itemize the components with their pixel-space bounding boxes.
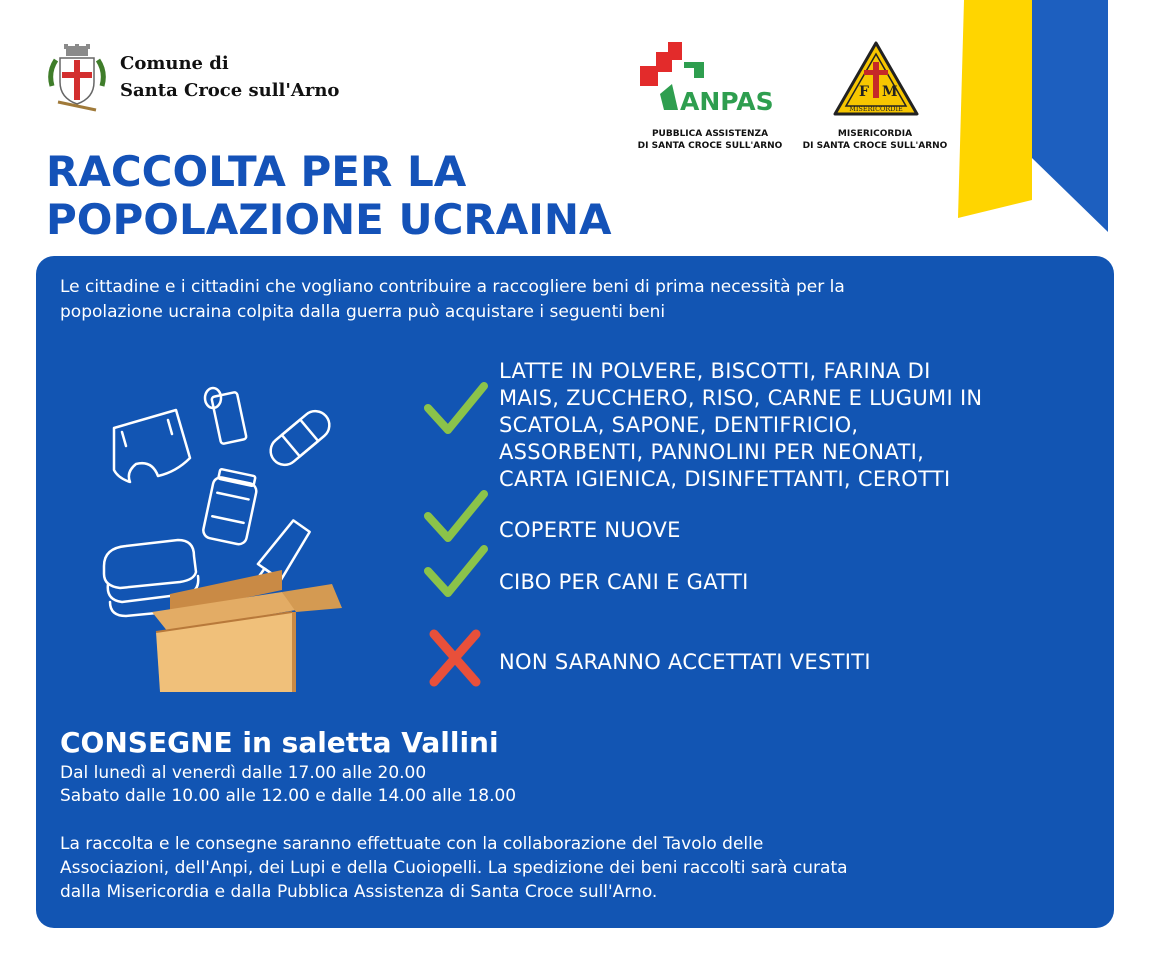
municipal-coat-of-arms-icon — [46, 42, 108, 114]
schedule-saturday: Sabato dalle 10.00 alle 12.00 e dalle 14.00 alle 18.00 — [60, 786, 517, 806]
check-icon — [424, 545, 488, 597]
cross-icon — [428, 628, 482, 688]
folded-clothes-icon — [104, 540, 196, 588]
collaboration-note — [60, 832, 1100, 904]
anpas-logo-text: ANPAS — [680, 87, 774, 116]
misericordia-logo-text: MISERICORDIE — [849, 105, 903, 113]
misericordia-logo-icon — [832, 40, 920, 120]
bandage-icon — [265, 405, 335, 470]
municipality-line-2: Santa Croce sull'Arno — [120, 80, 340, 101]
title-line-1: RACCOLTA PER LA — [46, 147, 467, 196]
item-line: LATTE IN POLVERE, BISCOTTI, FARINA DI — [499, 359, 931, 383]
misericordia-caption-line-1: MISERICORDIA — [837, 129, 913, 139]
title-line-2: POPOLAZIONE UCRAINA — [46, 195, 612, 244]
can-icon — [211, 392, 246, 444]
page-title — [46, 148, 846, 244]
intro-line-2: popolazione ucraina colpita dalla guerra può acquistare i seguenti beni — [60, 302, 666, 322]
note-line: Associazioni, dell'Anpi, dei Lupi e della Cuoiopelli. La spedizione dei beni raccolti sarà curata — [60, 858, 848, 878]
misericordia-caption-line-2: DI SANTA CROCE SULL'ARNO — [802, 141, 948, 151]
item-no-clothes — [499, 649, 871, 676]
svg-text:F: F — [859, 84, 869, 100]
item-line: ASSORBENTI, PANNOLINI PER NEONATI, — [499, 440, 925, 464]
anpas-caption-line-1: PUBBLICA ASSISTENZA — [651, 129, 769, 139]
item-line: NON SARANNO ACCETTATI VESTITI — [499, 650, 871, 674]
item-line: COPERTE NUOVE — [499, 518, 681, 542]
municipality-name — [120, 50, 339, 104]
svg-text:M: M — [882, 84, 898, 100]
note-line: La raccolta e le consegne saranno effettuate con la collaborazione del Tavolo delle — [60, 834, 764, 854]
jar-icon — [202, 468, 260, 546]
item-pet-food — [499, 569, 749, 596]
check-icon — [424, 490, 488, 542]
cardboard-box-icon — [152, 570, 342, 692]
item-line: MAIS, ZUCCHERO, RISO, CARNE E LUGUMI IN — [499, 386, 983, 410]
check-icon — [424, 382, 488, 434]
intro-line-1: Le cittadine e i cittadini che vogliano contribuire a raccogliere beni di prima necessità per la — [60, 277, 845, 297]
item-accepted-goods — [499, 358, 982, 493]
item-line: CARTA IGIENICA, DISINFETTANTI, CEROTTI — [499, 467, 951, 491]
item-line: CIBO PER CANI E GATTI — [499, 570, 749, 594]
note-line: dalla Misericordia e dalla Pubblica Assistenza di Santa Croce sull'Arno. — [60, 882, 658, 902]
item-blankets — [499, 517, 681, 544]
ukraine-ribbon — [940, 0, 1152, 240]
intro-text — [60, 275, 1080, 325]
municipality-line-1: Comune di — [120, 53, 229, 74]
anpas-logo-icon — [638, 38, 783, 118]
donation-box-illustration — [96, 380, 346, 700]
anpas-caption-line-2: DI SANTA CROCE SULL'ARNO — [637, 141, 783, 151]
delivery-title: CONSEGNE in saletta Vallini — [60, 726, 499, 759]
schedule-weekdays: Dal lunedì al venerdì dalle 17.00 alle 20.00 — [60, 763, 427, 783]
item-line: SCATOLA, SAPONE, DENTIFRICIO, — [499, 413, 859, 437]
